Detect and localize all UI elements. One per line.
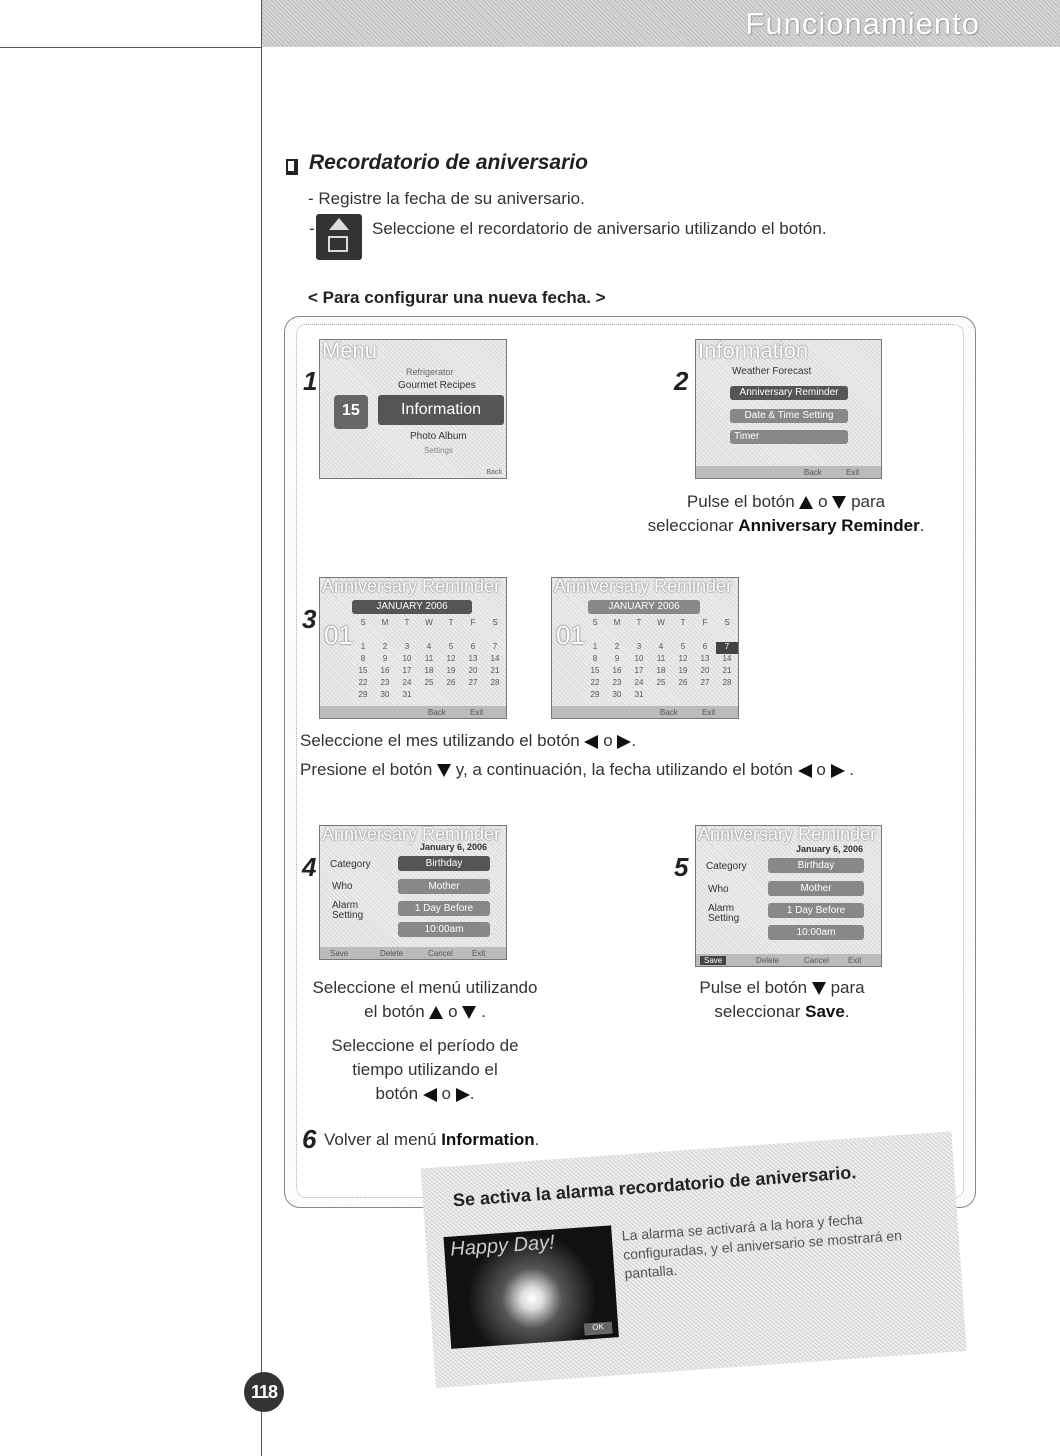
caption-text: . xyxy=(534,1130,540,1149)
calendar-day: 7 xyxy=(716,642,738,654)
month-selector: JANUARY 2006 xyxy=(588,600,700,614)
caption-bold: Anniversary Reminder xyxy=(738,516,920,535)
alarm-value: 1 Day Before xyxy=(398,901,490,916)
calendar-day: 31 xyxy=(634,690,644,699)
calendar-day xyxy=(584,630,606,642)
back-label: Back xyxy=(804,468,822,477)
screen-title: Anniversary Reminder xyxy=(554,577,733,596)
calendar-day: 17 xyxy=(402,666,412,675)
weekday-label: W xyxy=(425,618,433,627)
step-6-caption xyxy=(324,1128,539,1152)
weekday-label: T xyxy=(448,618,454,627)
caption-text: el botón xyxy=(364,1002,425,1021)
weekday-label: F xyxy=(702,618,708,627)
screen-calendar-b xyxy=(551,577,739,719)
who-value: Mother xyxy=(398,879,490,894)
caption-text: Seleccione el período de xyxy=(331,1036,519,1055)
exit-label: Exit xyxy=(470,708,484,717)
alarm-time-value: 10:00am xyxy=(398,922,490,937)
up-arrow-icon xyxy=(799,496,813,509)
step-number: 3 xyxy=(302,604,317,634)
calendar-day: 1 xyxy=(360,642,366,651)
calendar-day xyxy=(716,630,738,642)
calendar-day: 23 xyxy=(612,678,622,687)
calendar-day: 24 xyxy=(634,678,644,687)
screen-footer xyxy=(696,954,881,966)
calendar-day: 18 xyxy=(424,666,434,675)
step-4-caption-2 xyxy=(300,1034,550,1106)
field-label: Who xyxy=(332,881,353,892)
screen-title: Information xyxy=(698,339,809,363)
info-item: Timer xyxy=(730,430,848,444)
calendar-day xyxy=(374,630,396,642)
left-arrow-icon xyxy=(798,764,812,778)
screen-footer xyxy=(552,706,738,718)
section-title: Recordatorio de aniversario xyxy=(309,151,588,174)
calendar-day: 5 xyxy=(448,642,454,651)
calendar-day: 5 xyxy=(680,642,686,651)
calendar-day: 6 xyxy=(470,642,476,651)
screen-menu xyxy=(319,339,507,479)
calendar-day: 9 xyxy=(382,654,388,663)
calendar-day xyxy=(484,630,506,642)
info-button-icon xyxy=(316,214,362,260)
calendar-day: 2 xyxy=(382,642,388,651)
calendar-day: 7 xyxy=(492,642,498,651)
calendar-day: 16 xyxy=(380,666,390,675)
calendar-day xyxy=(440,630,462,642)
screen-title: Menu xyxy=(322,339,378,363)
info-item: Date & Time Setting xyxy=(730,409,848,423)
calendar-day: 28 xyxy=(490,678,500,687)
caption-text: o xyxy=(441,1084,451,1103)
step-number: 5 xyxy=(674,852,689,882)
calendar-day xyxy=(352,630,374,642)
caption-text: seleccionar xyxy=(647,516,734,535)
caption-text: Seleccione el mes utilizando el botón xyxy=(300,731,580,750)
alarm-panel xyxy=(421,1131,967,1388)
caption-text: o xyxy=(816,760,826,779)
calendar-day: 3 xyxy=(636,642,642,651)
up-arrow-icon xyxy=(429,1006,443,1019)
calendar-day xyxy=(672,630,694,642)
calendar-day: 20 xyxy=(700,666,710,675)
calendar-day: 29 xyxy=(358,690,368,699)
down-arrow-icon xyxy=(812,982,826,995)
caption-text: . xyxy=(849,760,855,779)
info-item: Weather Forecast xyxy=(732,366,812,377)
calendar-day: 14 xyxy=(722,654,732,663)
calendar-day: 22 xyxy=(358,678,368,687)
intro-line-2: Seleccione el recordatorio de aniversario utilizando el botón. xyxy=(372,219,827,238)
calendar-day: 13 xyxy=(700,654,710,663)
weekday-label: T xyxy=(680,618,686,627)
caption-text: o xyxy=(448,1002,458,1021)
selected-day: 01 xyxy=(556,620,585,650)
month-selector: JANUARY 2006 xyxy=(352,600,472,614)
alarm-value: 1 Day Before xyxy=(768,903,864,918)
down-arrow-icon xyxy=(437,764,451,777)
image-text: Happy Day! xyxy=(449,1231,556,1261)
calendar-day: 8 xyxy=(592,654,598,663)
calendar-day xyxy=(694,630,716,642)
calendar-day: 17 xyxy=(634,666,644,675)
calendar-day: 25 xyxy=(424,678,434,687)
menu-item: Settings xyxy=(424,446,453,455)
intro-dash: - xyxy=(309,219,315,238)
caption-text: . xyxy=(844,1002,850,1021)
calendar-day: 10 xyxy=(634,654,644,663)
screen-title: Anniversary Reminder xyxy=(698,825,877,844)
weekday-label: T xyxy=(404,618,410,627)
weekday-label: W xyxy=(657,618,665,627)
subheading: < Para configurar una nueva fecha. > xyxy=(308,288,606,307)
caption-text: o xyxy=(818,492,828,511)
calendar-day xyxy=(628,630,650,642)
calendar-day: 18 xyxy=(656,666,666,675)
header-rule xyxy=(0,47,262,48)
calendar-day xyxy=(396,630,418,642)
calendar-day: 2 xyxy=(614,642,620,651)
calendar-day: 24 xyxy=(402,678,412,687)
who-value: Mother xyxy=(768,881,864,896)
calendar-day xyxy=(606,630,628,642)
date-badge: 15 xyxy=(342,402,360,419)
calendar-day: 21 xyxy=(722,666,732,675)
weekday-label: S xyxy=(592,618,598,627)
calendar-day: 30 xyxy=(380,690,390,699)
right-arrow-icon xyxy=(456,1088,470,1102)
screen-form-a xyxy=(319,825,507,960)
step-3-caption-2 xyxy=(300,758,854,782)
back-label: Back xyxy=(486,469,502,476)
screen-title: Anniversary Reminder xyxy=(322,825,501,844)
footer-label: Delete xyxy=(380,949,404,958)
down-arrow-icon xyxy=(832,496,846,509)
calendar-day xyxy=(462,630,484,642)
calendar-day xyxy=(650,630,672,642)
category-value: Birthday xyxy=(398,856,490,871)
footer-label: Cancel xyxy=(804,956,829,965)
screen-footer xyxy=(696,466,881,478)
exit-label: Exit xyxy=(846,468,860,477)
footer-label: Cancel xyxy=(428,949,453,958)
step-4-caption xyxy=(300,976,550,1024)
down-arrow-icon xyxy=(462,1006,476,1019)
ok-button: OK xyxy=(584,1322,613,1336)
screen-footer xyxy=(320,706,506,718)
calendar-day: 12 xyxy=(678,654,688,663)
menu-item-selected: Information xyxy=(378,395,504,425)
step-3-caption-1 xyxy=(300,729,636,753)
calendar-day xyxy=(418,630,440,642)
back-label: Back xyxy=(428,708,446,717)
caption-bold: Information xyxy=(441,1130,535,1149)
calendar-day: 30 xyxy=(612,690,622,699)
weekday-label: M xyxy=(613,618,621,627)
step-number: 1 xyxy=(303,366,318,396)
caption-text: . xyxy=(469,1084,475,1103)
calendar-day: 29 xyxy=(590,690,600,699)
screen-title: Anniversary Reminder xyxy=(322,577,501,596)
calendar-grid xyxy=(352,618,506,702)
calendar-day: 14 xyxy=(490,654,500,663)
caption-text: Volver al menú xyxy=(324,1130,437,1149)
step-number: 6 xyxy=(302,1124,317,1154)
calendar-day: 26 xyxy=(446,678,456,687)
category-value: Birthday xyxy=(768,858,864,873)
calendar-day: 12 xyxy=(446,654,456,663)
calendar-day: 31 xyxy=(402,690,412,699)
save-highlight: Save xyxy=(700,956,726,965)
caption-text: botón xyxy=(375,1084,419,1103)
caption-text: . xyxy=(481,1002,486,1021)
calendar-day: 27 xyxy=(700,678,710,687)
calendar-grid xyxy=(584,618,738,702)
left-arrow-icon xyxy=(584,735,598,749)
caption-text: Presione el botón xyxy=(300,760,433,779)
weekday-label: S xyxy=(492,618,498,627)
form-date: January 6, 2006 xyxy=(796,844,864,854)
screen-form-b xyxy=(695,825,882,967)
calendar-day: 15 xyxy=(590,666,600,675)
calendar-day: 1 xyxy=(592,642,598,651)
calendar-day: 28 xyxy=(722,678,732,687)
exit-label: Exit xyxy=(702,708,716,717)
back-label: Back xyxy=(660,708,678,717)
calendar-day: 25 xyxy=(656,678,666,687)
calendar-day: 4 xyxy=(658,642,664,651)
caption-text: tiempo utilizando el xyxy=(352,1060,498,1079)
calendar-day: 15 xyxy=(358,666,368,675)
weekday-label: T xyxy=(636,618,642,627)
caption-text: para xyxy=(851,492,886,511)
alarm-time-value: 10:00am xyxy=(768,925,864,940)
step-5-caption xyxy=(662,976,902,1024)
field-label: Category xyxy=(330,859,371,870)
caption-text: para xyxy=(830,978,865,997)
footer-label: Delete xyxy=(756,956,780,965)
header-band xyxy=(262,0,1060,47)
left-arrow-icon xyxy=(423,1088,437,1102)
info-item-selected: Anniversary Reminder xyxy=(730,386,848,400)
margin-rule xyxy=(261,0,262,1456)
caption-bold: Save xyxy=(805,1002,845,1021)
footer-label: Exit xyxy=(848,956,862,965)
caption-text: Pulse el botón xyxy=(686,492,795,511)
step-2-caption xyxy=(620,490,952,538)
calendar-day: 11 xyxy=(424,654,434,663)
caption-text: . xyxy=(631,731,637,750)
field-label: Category xyxy=(706,861,747,872)
caption-text: seleccionar xyxy=(714,1002,801,1021)
alarm-description: La alarma se activará a la hora y fecha configuradas, y el aniversario se mostrará en pantalla. xyxy=(621,1210,903,1282)
calendar-day: 16 xyxy=(612,666,622,675)
calendar-day: 27 xyxy=(468,678,478,687)
weekday-label: M xyxy=(381,618,389,627)
footer-label: Exit xyxy=(472,949,486,958)
calendar-day: 23 xyxy=(380,678,390,687)
step-number: 4 xyxy=(302,852,317,882)
caption-text: . xyxy=(919,516,925,535)
weekday-label: S xyxy=(360,618,366,627)
weekday-label: S xyxy=(724,618,730,627)
caption-text: Seleccione el menú utilizando xyxy=(312,978,538,997)
calendar-day: 8 xyxy=(360,654,366,663)
calendar-day: 11 xyxy=(656,654,666,663)
selected-day: 01 xyxy=(324,620,353,650)
screen-footer xyxy=(320,947,506,959)
section-bullet-icon xyxy=(286,159,298,175)
menu-item: Gourmet Recipes xyxy=(398,380,476,391)
calendar-day: 9 xyxy=(614,654,620,663)
fireworks-image xyxy=(443,1225,618,1348)
form-date: January 6, 2006 xyxy=(420,842,488,852)
calendar-day: 19 xyxy=(446,666,456,675)
calendar-day: 10 xyxy=(402,654,412,663)
right-arrow-icon xyxy=(831,764,845,778)
calendar-day: 6 xyxy=(702,642,708,651)
caption-text: y, a continuación, la fecha utilizando el botón xyxy=(455,760,793,779)
menu-item: Photo Album xyxy=(410,431,467,442)
calendar-day: 21 xyxy=(490,666,500,675)
caption-text: Pulse el botón xyxy=(699,978,808,997)
field-label: Alarm Setting xyxy=(708,903,740,924)
screen-calendar-a xyxy=(319,577,507,719)
page-number: 118 xyxy=(244,1372,284,1412)
right-arrow-icon xyxy=(617,735,631,749)
weekday-label: F xyxy=(470,618,476,627)
calendar-day: 3 xyxy=(404,642,410,651)
header-title: Funcionamiento xyxy=(745,6,980,41)
intro-line: - Registre la fecha de su aniversario. xyxy=(308,189,585,208)
calendar-day: 20 xyxy=(468,666,478,675)
step-number: 2 xyxy=(674,366,689,396)
calendar-day: 13 xyxy=(468,654,478,663)
field-label: Who xyxy=(708,884,729,895)
calendar-day: 4 xyxy=(426,642,432,651)
menu-item: Refrigerator xyxy=(406,367,454,377)
screen-information xyxy=(695,339,882,479)
field-label: Alarm Setting xyxy=(332,900,364,921)
calendar-day: 19 xyxy=(678,666,688,675)
caption-text: o xyxy=(603,731,613,750)
calendar-day: 22 xyxy=(590,678,600,687)
alarm-title: Se activa la alarma recordatorio de aniversario. xyxy=(452,1162,857,1211)
footer-label: Save xyxy=(330,949,349,958)
calendar-day: 26 xyxy=(678,678,688,687)
